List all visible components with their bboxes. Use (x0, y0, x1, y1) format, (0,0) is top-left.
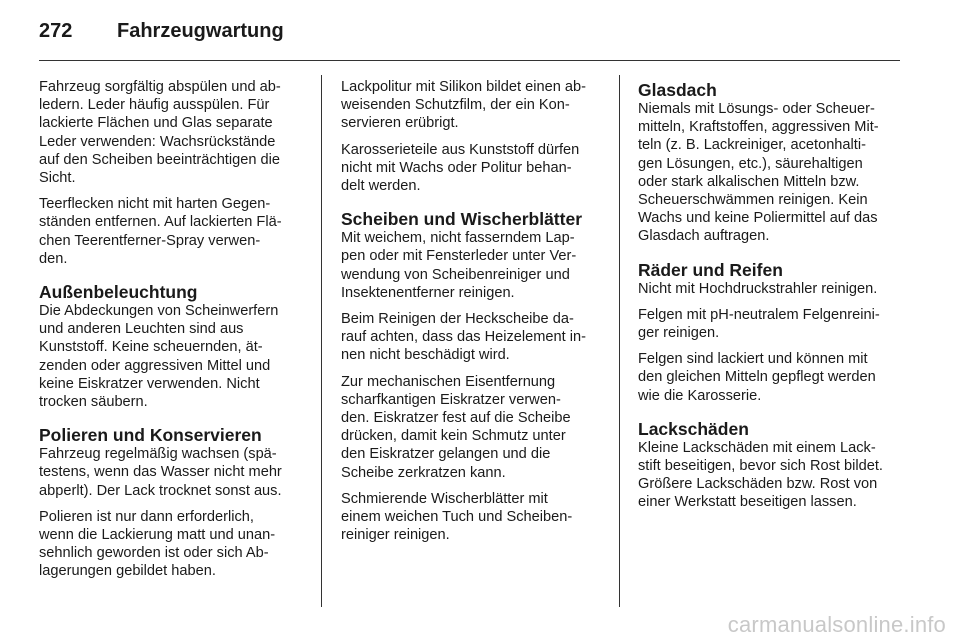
paragraph: Fahrzeug regelmäßig wachsen (spä- testens, wenn das Wasser nicht mehr abperlt). Der Lack trocknet sonst aus. (39, 446, 282, 499)
paragraph: Kleine Lackschäden mit einem Lack- stift beseitigen, bevor sich Rost bildet. Größere Lackschäden bzw. Rost von einer Werkstatt beseitigen lassen. (638, 439, 883, 511)
header-rule (39, 60, 900, 61)
section-heading-raeder: Räder und Reifen (638, 259, 783, 280)
section-heading-aussenbeleuchtung: Außenbeleuchtung (39, 282, 198, 303)
section-heading-lackschaeden: Lackschäden (638, 418, 749, 439)
paragraph: Felgen sind lackiert und können mit den gleichen Mitteln gepflegt werden wie die Karosserie. (638, 351, 876, 404)
paragraph: Beim Reinigen der Heckscheibe da- rauf achten, dass das Heizelement in- nen nicht beschädigt wird. (341, 311, 586, 364)
section-heading-polieren: Polieren und Konservieren (39, 425, 262, 446)
column-divider (321, 75, 322, 607)
section-heading-scheiben: Scheiben und Wischerblätter (341, 209, 583, 230)
paragraph: Felgen mit pH-neutralem Felgenreini- ger reinigen. (638, 306, 880, 342)
text-column-right (638, 78, 910, 520)
paragraph: Karosserieteile aus Kunststoff dürfen nicht mit Wachs oder Politur behan- delt werden. (341, 141, 580, 195)
paragraph: Mit weichem, nicht fasserndem Lap- pen oder mit Fensterleder unter Ver- wendung von Scheibenreiniger und Insektenentferner reinigen. (341, 230, 577, 301)
paragraph: Lackpolitur mit Silikon bildet einen ab- weisenden Schutzfilm, der ein Kon- servieren erübrigt. (341, 79, 586, 132)
paragraph: Die Abdeckungen von Scheinwerfern und anderen Leuchten sind aus Kunststoff. Keine scheuernden, ät- zenden oder aggressiven Mittel und keine Eiskratzer verwenden. Nicht trocken säubern. (39, 303, 279, 411)
paragraph: Nicht mit Hochdruckstrahler reinigen. (638, 280, 878, 297)
page-title: Fahrzeugwartung (117, 20, 284, 42)
page-number: 272 (39, 20, 73, 42)
section-heading-glasdach: Glasdach (638, 80, 717, 100)
column-divider (619, 75, 620, 607)
text-column-left (39, 78, 311, 589)
paragraph: Fahrzeug sorgfältig abspülen und ab- ledern. Leder häufig ausspülen. Für lackierte Flächen und Glas separate Leder verwenden: Wachsrückstände auf den Scheiben beeinträchtigen die Sicht. (39, 79, 281, 187)
paragraph: Niemals mit Lösungs- oder Scheuer- mitteln, Kraftstoffen, aggressiven Mit- teln (z. B. Lackreiniger, acetonhalti- gen Lösungen, etc.), säurehaltigen oder stark alkalischen Mitteln bzw. Scheuerschwämmen reinigen. Kein Wachs und keine Poliermittel auf das Glasdach auftragen. (638, 101, 879, 245)
paragraph: Polieren ist nur dann erforderlich, wenn die Lackierung matt und unan- sehnlich geworden ist oder sich Ab- lagerungen gebildet haben. (39, 508, 276, 580)
text-column-middle (341, 78, 613, 552)
watermark: carmanualsonline.info (727, 612, 946, 637)
paragraph: Teerflecken nicht mit harten Gegen- ständen entfernen. Auf lackierten Flä- chen Teerentferner-Spray verwen- den. (39, 196, 282, 267)
paragraph: Zur mechanischen Eisentfernung scharfkantigen Eiskratzer verwen- den. Eiskratzer fest auf die Scheibe drücken, damit kein Schmutz unter den Eiskratzer gelangen und die Scheibe zerkratzen kann. (341, 373, 571, 481)
page-header (39, 19, 284, 43)
paragraph: Schmierende Wischerblätter mit einem weichen Tuch und Scheiben- reiniger reinigen. (341, 490, 573, 544)
